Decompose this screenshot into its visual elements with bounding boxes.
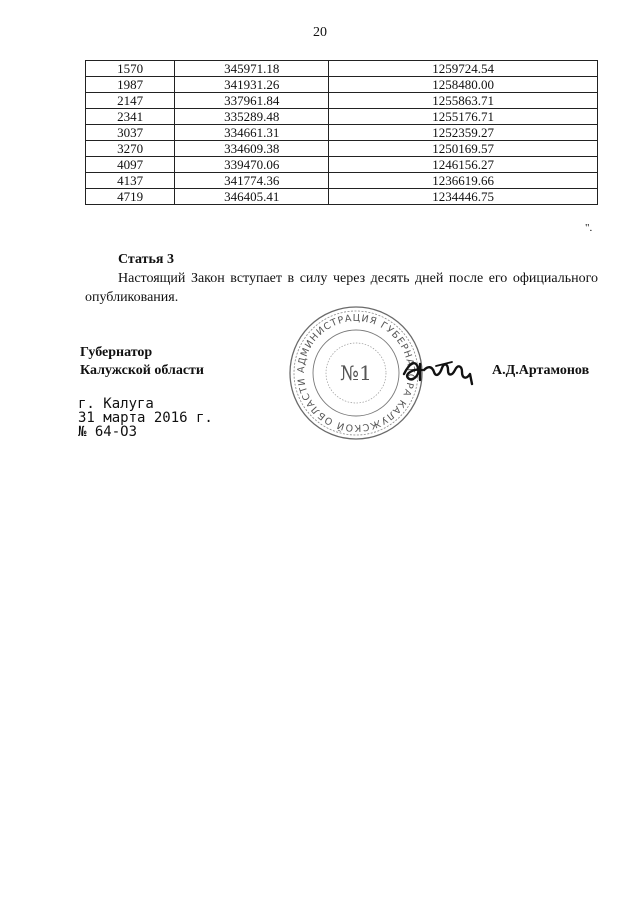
table-cell: 1252359.27 (329, 125, 598, 141)
handwritten-signature (400, 352, 485, 392)
table-row (86, 77, 598, 93)
coordinates-table-body (86, 61, 598, 205)
table-cell: 3270 (86, 141, 175, 157)
table-row (86, 93, 598, 109)
table-cell: 3037 (86, 125, 175, 141)
signatory-title-line-1: Губернатор (80, 345, 153, 360)
table-row (86, 157, 598, 173)
article-title: Статья 3 (118, 252, 174, 267)
table-cell: 339470.06 (175, 157, 329, 173)
page-number: 20 (313, 25, 327, 40)
seal-center-text: №1 (340, 361, 372, 385)
document-meta (78, 397, 213, 439)
table-cell: 1250169.57 (329, 141, 598, 157)
document-date: 31 марта 2016 г. (78, 410, 213, 426)
table-cell: 345971.18 (175, 61, 329, 77)
table-cell: 1570 (86, 61, 175, 77)
table-row (86, 189, 598, 205)
article-text: Настоящий Закон вступает в силу через десять дней после его официального опубликования. (85, 271, 598, 305)
table-cell: 4137 (86, 173, 175, 189)
table-cell: 341774.36 (175, 173, 329, 189)
table-row (86, 109, 598, 125)
table-cell: 341931.26 (175, 77, 329, 93)
signatory-title (80, 344, 204, 380)
table-cell: 1255176.71 (329, 109, 598, 125)
closing-quote: ". (585, 222, 593, 234)
table-row (86, 173, 598, 189)
table-cell: 1987 (86, 77, 175, 93)
table-cell: 2147 (86, 93, 175, 109)
coordinates-table (85, 60, 598, 205)
table-cell: 334609.38 (175, 141, 329, 157)
table-cell: 1259724.54 (329, 61, 598, 77)
table-cell: 346405.41 (175, 189, 329, 205)
table-cell: 335289.48 (175, 109, 329, 125)
signatory-name: А.Д.Артамонов (492, 363, 590, 378)
table-cell: 4719 (86, 189, 175, 205)
table-cell: 4097 (86, 157, 175, 173)
table-cell: 1234446.75 (329, 189, 598, 205)
document-city: г. Калуга (78, 396, 154, 412)
document-number: № 64-ОЗ (78, 424, 138, 440)
table-cell: 1258480.00 (329, 77, 598, 93)
table-cell: 2341 (86, 109, 175, 125)
signatory-title-line-2: Калужской области (80, 363, 204, 378)
table-cell: 334661.31 (175, 125, 329, 141)
seal-outer-text: АДМИНИСТРАЦИЯ ГУБЕРНАТОРА КАЛУЖСКОЙ ОБЛАСТИ (295, 312, 417, 434)
table-row (86, 141, 598, 157)
table-cell: 1246156.27 (329, 157, 598, 173)
table-cell: 1236619.66 (329, 173, 598, 189)
table-row (86, 125, 598, 141)
table-cell: 1255863.71 (329, 93, 598, 109)
table-row (86, 61, 598, 77)
table-cell: 337961.84 (175, 93, 329, 109)
